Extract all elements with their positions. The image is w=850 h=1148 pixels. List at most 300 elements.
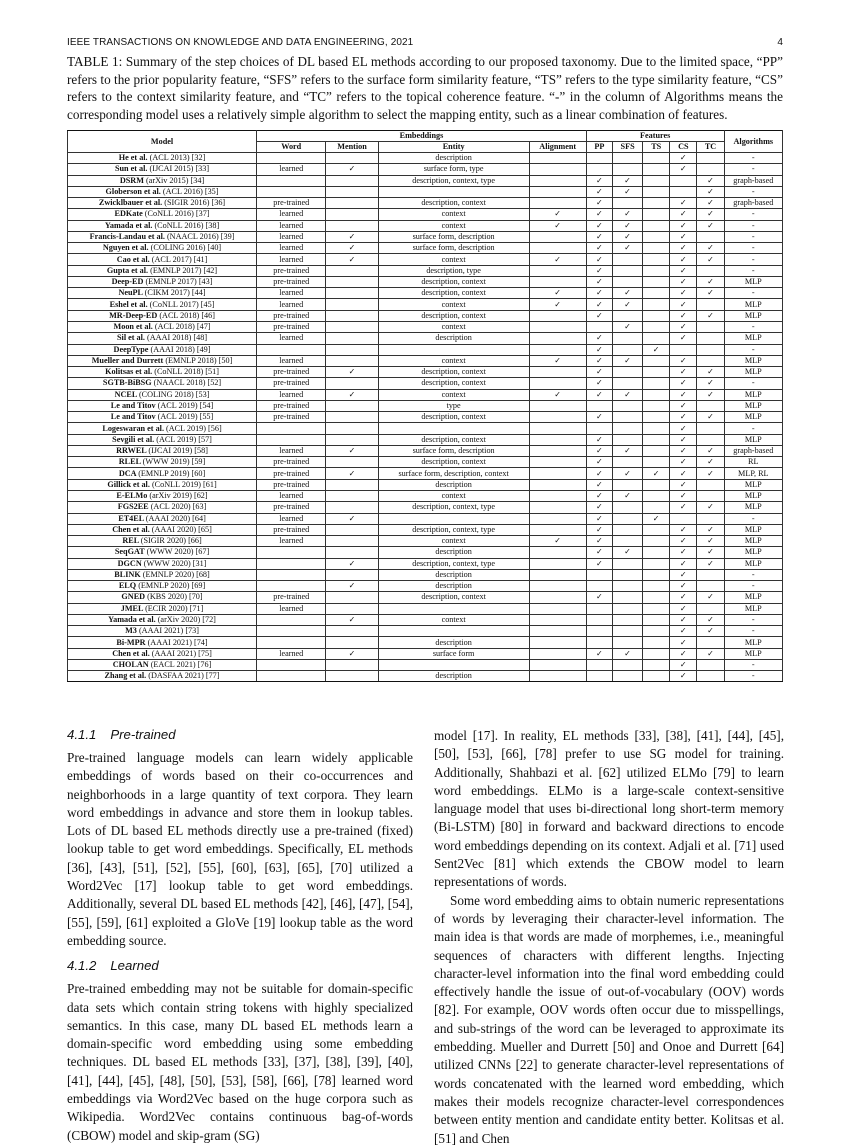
cell-tc [697, 502, 724, 513]
cell-model [68, 626, 257, 637]
cell-pp [586, 569, 612, 580]
model-venue: (EMNLP 2018) [50] [165, 355, 233, 365]
model-venue: (EMNLP 2020) [68] [142, 569, 210, 579]
cell-cs [670, 186, 697, 197]
cell-model [68, 220, 257, 231]
cell-mention [326, 209, 378, 220]
check-icon: ✓ [348, 558, 356, 568]
cell-sfs [613, 671, 643, 682]
cell-entity: description [378, 153, 529, 164]
cell-algorithm: - [724, 220, 782, 231]
cell-alignment [529, 355, 586, 366]
model-name: Cao et al. [116, 254, 150, 264]
cell-model [68, 513, 257, 524]
cell-mention [326, 536, 378, 547]
check-icon: ✓ [679, 198, 687, 208]
cell-entity [378, 344, 529, 355]
model-name: E-ELMo [116, 491, 148, 501]
cell-pp [586, 220, 612, 231]
cell-sfs [613, 423, 643, 434]
check-icon: ✓ [679, 592, 687, 602]
cell-model [68, 412, 257, 423]
cell-algorithm: MLP, RL [724, 468, 782, 479]
cell-model [68, 265, 257, 276]
cell-algorithm: MLP [724, 536, 782, 547]
cell-sfs [613, 468, 643, 479]
header-sfs: SFS [613, 142, 643, 153]
cell-sfs [613, 457, 643, 468]
check-icon: ✓ [624, 186, 632, 196]
check-icon: ✓ [595, 333, 603, 343]
model-name: Moon et al. [113, 322, 153, 332]
model-name: Francis-Landau et al. [89, 231, 165, 241]
cell-alignment [529, 321, 586, 332]
header-algorithms: Algorithms [724, 131, 782, 153]
check-icon: ✓ [624, 243, 632, 253]
cell-cs [670, 513, 697, 524]
table-row [68, 502, 783, 513]
check-icon: ✓ [707, 254, 714, 264]
cell-entity [378, 603, 529, 614]
cell-entity: surface form, type [378, 164, 529, 175]
cell-mention [326, 220, 378, 231]
cell-model [68, 603, 257, 614]
check-icon: ✓ [707, 310, 714, 320]
cell-mention [326, 490, 378, 501]
cell-cs [670, 164, 697, 175]
section-heading-pretrained [67, 727, 413, 743]
cell-tc [697, 626, 724, 637]
paragraph: Pre-trained language models can learn widely applicable embeddings of words based on their co-occurrences and neighborhoods in a large quantity of text corpora. They learn word embeddings in advance and store them in lookup tables. Lots of DL based EL methods directly use a pre-trained (fixed) lookup table to get word embeddings. Specifically, EL methods [36], [43], [51], [52], [55], [60], [63], [65], [70] utilized a Word2Vec [17] lookup table to get word embeddings. Additionally, several DL based EL methods [42], [46], [47], [54], [55], [59], [61] exploited a GloVe [19] lookup table as the word embedding source. [67, 750, 413, 948]
cell-sfs [613, 310, 643, 321]
check-icon: ✓ [707, 648, 714, 658]
cell-algorithm: graph-based [724, 445, 782, 456]
cell-mention [326, 648, 378, 659]
check-icon: ✓ [679, 626, 687, 636]
model-venue: (KBS 2020) [70] [147, 592, 203, 602]
model-venue: (ACL 2019) [57] [156, 434, 212, 444]
cell-ts [643, 468, 670, 479]
cell-entity: description [378, 479, 529, 490]
check-icon: ✓ [624, 355, 632, 365]
table-caption: TABLE 1: Summary of the step choices of DL based EL methods according to our proposed taxonomy. Due to the limited space, “PP” refers to the prior popularity feature, “SFS” refers to the surface form similarity feature, “TS” refers to the type similarity feature, “CS” refers to the context similarity feature, and “TC” refers to the topical coherence feature. “-” in the column of Algorithms means the corresponding model uses a relatively simple algorithm to select the mapping entity, such as a linear combination of features. [67, 54, 783, 122]
cell-model [68, 569, 257, 580]
cell-algorithm: - [724, 671, 782, 682]
check-icon: ✓ [595, 412, 603, 422]
cell-mention [326, 592, 378, 603]
cell-word: learned [257, 254, 326, 265]
check-icon: ✓ [595, 389, 603, 399]
cell-mention [326, 479, 378, 490]
cell-entity: surface form, description [378, 445, 529, 456]
model-name: Logeswaran et al. [102, 423, 164, 433]
cell-mention [326, 468, 378, 479]
cell-algorithm: MLP [724, 333, 782, 344]
check-icon: ✓ [624, 175, 632, 185]
cell-cs [670, 457, 697, 468]
cell-sfs [613, 243, 643, 254]
cell-alignment [529, 671, 586, 682]
cell-mention [326, 299, 378, 310]
check-icon: ✓ [679, 457, 687, 467]
cell-mention [326, 164, 378, 175]
cell-ts [643, 355, 670, 366]
model-name: RRWEL [116, 446, 147, 456]
cell-cs [670, 468, 697, 479]
cell-tc [697, 389, 724, 400]
check-icon: ✓ [707, 209, 714, 219]
check-icon: ✓ [707, 186, 714, 196]
cell-entity: description, context [378, 457, 529, 468]
model-venue: (ACL 2016) [35] [162, 186, 219, 196]
cell-model [68, 434, 257, 445]
cell-ts [643, 412, 670, 423]
cell-pp [586, 547, 612, 558]
cell-sfs [613, 558, 643, 569]
cell-ts [643, 209, 670, 220]
cell-cs [670, 344, 697, 355]
cell-pp [586, 243, 612, 254]
table-row [68, 490, 783, 501]
cell-algorithm: - [724, 378, 782, 389]
model-venue: (IJCAI 2015) [33] [149, 164, 210, 174]
cell-tc [697, 186, 724, 197]
check-icon: ✓ [679, 479, 687, 489]
check-icon: ✓ [679, 671, 687, 681]
cell-model [68, 547, 257, 558]
cell-ts [643, 175, 670, 186]
cell-sfs [613, 524, 643, 535]
table-row [68, 536, 783, 547]
cell-mention [326, 547, 378, 558]
check-icon: ✓ [624, 389, 632, 399]
check-icon: ✓ [679, 502, 687, 512]
check-icon: ✓ [707, 468, 714, 478]
cell-mention [326, 198, 378, 209]
cell-ts [643, 378, 670, 389]
header-word: Word [257, 142, 326, 153]
cell-model [68, 581, 257, 592]
cell-mention [326, 276, 378, 287]
cell-entity: description, context, type [378, 558, 529, 569]
cell-entity: description [378, 333, 529, 344]
cell-alignment [529, 164, 586, 175]
cell-pp [586, 367, 612, 378]
cell-word: learned [257, 333, 326, 344]
check-icon: ✓ [707, 277, 714, 287]
cell-word [257, 569, 326, 580]
check-icon: ✓ [595, 209, 603, 219]
cell-pp [586, 164, 612, 175]
cell-cs [670, 389, 697, 400]
cell-model [68, 637, 257, 648]
cell-mention [326, 367, 378, 378]
model-venue: (ACL 2018) [46] [159, 310, 215, 320]
table-row [68, 243, 783, 254]
cell-sfs [613, 513, 643, 524]
cell-alignment [529, 412, 586, 423]
model-name: Sun et al. [114, 164, 148, 174]
cell-cs [670, 626, 697, 637]
check-icon: ✓ [707, 457, 714, 467]
cell-tc [697, 468, 724, 479]
cell-word [257, 614, 326, 625]
table-row [68, 659, 783, 670]
table-row [68, 276, 783, 287]
cell-pp [586, 536, 612, 547]
cell-entity: type [378, 400, 529, 411]
check-icon: ✓ [707, 220, 714, 230]
cell-model [68, 468, 257, 479]
cell-pp [586, 648, 612, 659]
check-icon: ✓ [554, 355, 562, 365]
cell-entity: description [378, 547, 529, 558]
cell-alignment [529, 209, 586, 220]
check-icon: ✓ [595, 648, 603, 658]
cell-sfs [613, 400, 643, 411]
cell-entity: context [378, 254, 529, 265]
cell-entity: description, context, type [378, 524, 529, 535]
model-name: Chen et al. [112, 524, 150, 534]
check-icon: ✓ [679, 400, 687, 410]
check-icon: ✓ [595, 186, 603, 196]
cell-tc [697, 209, 724, 220]
cell-entity [378, 513, 529, 524]
cell-word: learned [257, 490, 326, 501]
check-icon: ✓ [679, 389, 687, 399]
cell-word: pre-trained [257, 321, 326, 332]
cell-tc [697, 378, 724, 389]
cell-pp [586, 603, 612, 614]
check-icon: ✓ [679, 231, 687, 241]
check-icon: ✓ [595, 457, 603, 467]
cell-model [68, 231, 257, 242]
cell-pp [586, 558, 612, 569]
cell-alignment [529, 254, 586, 265]
model-name: Zwicklbauer et al. [98, 198, 163, 208]
cell-word: pre-trained [257, 310, 326, 321]
cell-pp [586, 186, 612, 197]
check-icon: ✓ [679, 536, 687, 546]
cell-word: pre-trained [257, 502, 326, 513]
cell-mention [326, 434, 378, 445]
check-icon: ✓ [624, 231, 632, 241]
summary-table-container [67, 130, 783, 682]
cell-sfs [613, 198, 643, 209]
check-icon: ✓ [348, 513, 356, 523]
cell-algorithm: MLP [724, 276, 782, 287]
cell-pp [586, 400, 612, 411]
cell-sfs [613, 344, 643, 355]
check-icon: ✓ [595, 479, 603, 489]
model-name: RLEL [118, 457, 141, 467]
table-row [68, 547, 783, 558]
check-icon: ✓ [679, 367, 687, 377]
header-pp: PP [586, 142, 612, 153]
table-row [68, 524, 783, 535]
cell-algorithm: MLP [724, 524, 782, 535]
cell-cs [670, 659, 697, 670]
paragraph: Some word embedding aims to obtain numeric representations of words by leveraging their character-level information. The main idea is that words are made of morphemes, i.e., meaningful sequences of characters with different lengths. Injecting character-level information into the final word embedding could effectively handle the issue of out-of-vocabulary (OOV) words [82]. For example, OOV words often occur due to misspellings, and sub-strings of the word can be leveraged to approximate its embedding. Mueller and Durrett [50] and Onoe and Durrett [64] utilized CNNs [22] to generate character-level representations of words concatenated with the learned word embedding, which makes their models recognize character-level correspondences between entity mention and candidate entity better. Kolitsas et al. [51] and Chen [434, 892, 784, 1146]
cell-algorithm: MLP [724, 310, 782, 321]
cell-cs [670, 445, 697, 456]
cell-cs [670, 198, 697, 209]
model-name: Sevgili et al. [112, 434, 155, 444]
cell-cs [670, 490, 697, 501]
header-model: Model [68, 131, 257, 153]
cell-pp [586, 637, 612, 648]
cell-mention [326, 502, 378, 513]
cell-entity: description [378, 637, 529, 648]
table-row [68, 412, 783, 423]
cell-word: pre-trained [257, 198, 326, 209]
model-name: DSRM [119, 175, 144, 185]
cell-ts [643, 648, 670, 659]
model-name: Gillick et al. [107, 479, 150, 489]
cell-model [68, 299, 257, 310]
table-row [68, 153, 783, 164]
model-name: SGTB-BiBSG [102, 378, 152, 388]
check-icon: ✓ [595, 434, 603, 444]
journal-title: IEEE TRANSACTIONS ON KNOWLEDGE AND DATA ENGINEERING, 2021 [67, 37, 414, 48]
cell-cs [670, 524, 697, 535]
check-icon: ✓ [595, 220, 603, 230]
check-icon: ✓ [707, 243, 714, 253]
table-row [68, 558, 783, 569]
model-name: Globerson et al. [105, 186, 161, 196]
cell-cs [670, 231, 697, 242]
header-ts: TS [643, 142, 670, 153]
model-name: CHOLAN [112, 660, 149, 670]
check-icon: ✓ [554, 254, 562, 264]
cell-entity: surface form [378, 648, 529, 659]
cell-entity: description [378, 569, 529, 580]
check-icon: ✓ [707, 536, 714, 546]
cell-entity: description [378, 581, 529, 592]
cell-model [68, 355, 257, 366]
cell-tc [697, 276, 724, 287]
cell-tc [697, 581, 724, 592]
model-venue: (NAACL 2016) [39] [166, 231, 235, 241]
check-icon: ✓ [595, 198, 603, 208]
cell-tc [697, 637, 724, 648]
cell-sfs [613, 648, 643, 659]
check-icon: ✓ [595, 536, 603, 546]
check-icon: ✓ [595, 592, 603, 602]
cell-tc [697, 558, 724, 569]
table-row [68, 321, 783, 332]
model-venue: (AAAI 2021) [74] [147, 637, 208, 647]
model-name: GNED [121, 592, 146, 602]
model-venue: (arXiv 2019) [62] [149, 491, 208, 501]
cell-alignment [529, 423, 586, 434]
cell-pp [586, 153, 612, 164]
model-venue: (EMNLP 2017) [43] [145, 277, 213, 287]
cell-ts [643, 276, 670, 287]
table-row [68, 626, 783, 637]
check-icon: ✓ [348, 581, 356, 591]
cell-ts [643, 592, 670, 603]
table-row [68, 231, 783, 242]
cell-entity: context [378, 614, 529, 625]
cell-word: learned [257, 513, 326, 524]
cell-cs [670, 367, 697, 378]
cell-pp [586, 479, 612, 490]
cell-sfs [613, 378, 643, 389]
cell-model [68, 614, 257, 625]
check-icon: ✓ [348, 164, 356, 174]
cell-tc [697, 490, 724, 501]
cell-tc [697, 524, 724, 535]
model-name: Gupta et al. [106, 265, 149, 275]
section-title: Learned [110, 958, 159, 974]
model-venue: (DASFAA 2021) [77] [148, 671, 220, 681]
cell-word: pre-trained [257, 378, 326, 389]
cell-sfs [613, 367, 643, 378]
cell-model [68, 243, 257, 254]
check-icon: ✓ [595, 344, 603, 354]
cell-tc [697, 457, 724, 468]
cell-ts [643, 603, 670, 614]
check-icon: ✓ [595, 277, 603, 287]
cell-sfs [613, 445, 643, 456]
cell-mention [326, 558, 378, 569]
cell-word: pre-trained [257, 276, 326, 287]
model-venue: (CoNLL 2016) [37] [144, 209, 210, 219]
cell-cs [670, 254, 697, 265]
table-row [68, 378, 783, 389]
cell-pp [586, 378, 612, 389]
cell-algorithm: MLP [724, 434, 782, 445]
cell-algorithm: MLP [724, 558, 782, 569]
table-row [68, 603, 783, 614]
cell-alignment [529, 333, 586, 344]
table-row [68, 288, 783, 299]
model-venue: (AAAI 2020) [65] [151, 524, 212, 534]
cell-algorithm: - [724, 659, 782, 670]
cell-ts [643, 614, 670, 625]
cell-tc [697, 175, 724, 186]
cell-mention [326, 524, 378, 535]
cell-word: pre-trained [257, 457, 326, 468]
cell-mention [326, 175, 378, 186]
model-name: Le and Titov [110, 400, 156, 410]
cell-sfs [613, 333, 643, 344]
cell-alignment [529, 389, 586, 400]
cell-sfs [613, 186, 643, 197]
check-icon: ✓ [679, 446, 687, 456]
model-venue: (EMNLP 2019) [60] [138, 468, 206, 478]
cell-cs [670, 153, 697, 164]
table-row [68, 479, 783, 490]
cell-cs [670, 547, 697, 558]
check-icon: ✓ [679, 164, 687, 174]
model-venue: (AAAI 2018) [48] [147, 333, 208, 343]
check-icon: ✓ [679, 265, 687, 275]
table-row [68, 513, 783, 524]
cell-sfs [613, 299, 643, 310]
cell-algorithm: MLP [724, 637, 782, 648]
cell-algorithm: - [724, 344, 782, 355]
cell-cs [670, 637, 697, 648]
check-icon: ✓ [679, 581, 687, 591]
table-row [68, 344, 783, 355]
table-row [68, 333, 783, 344]
cell-ts [643, 637, 670, 648]
cell-alignment [529, 243, 586, 254]
check-icon: ✓ [554, 299, 562, 309]
cell-tc [697, 367, 724, 378]
